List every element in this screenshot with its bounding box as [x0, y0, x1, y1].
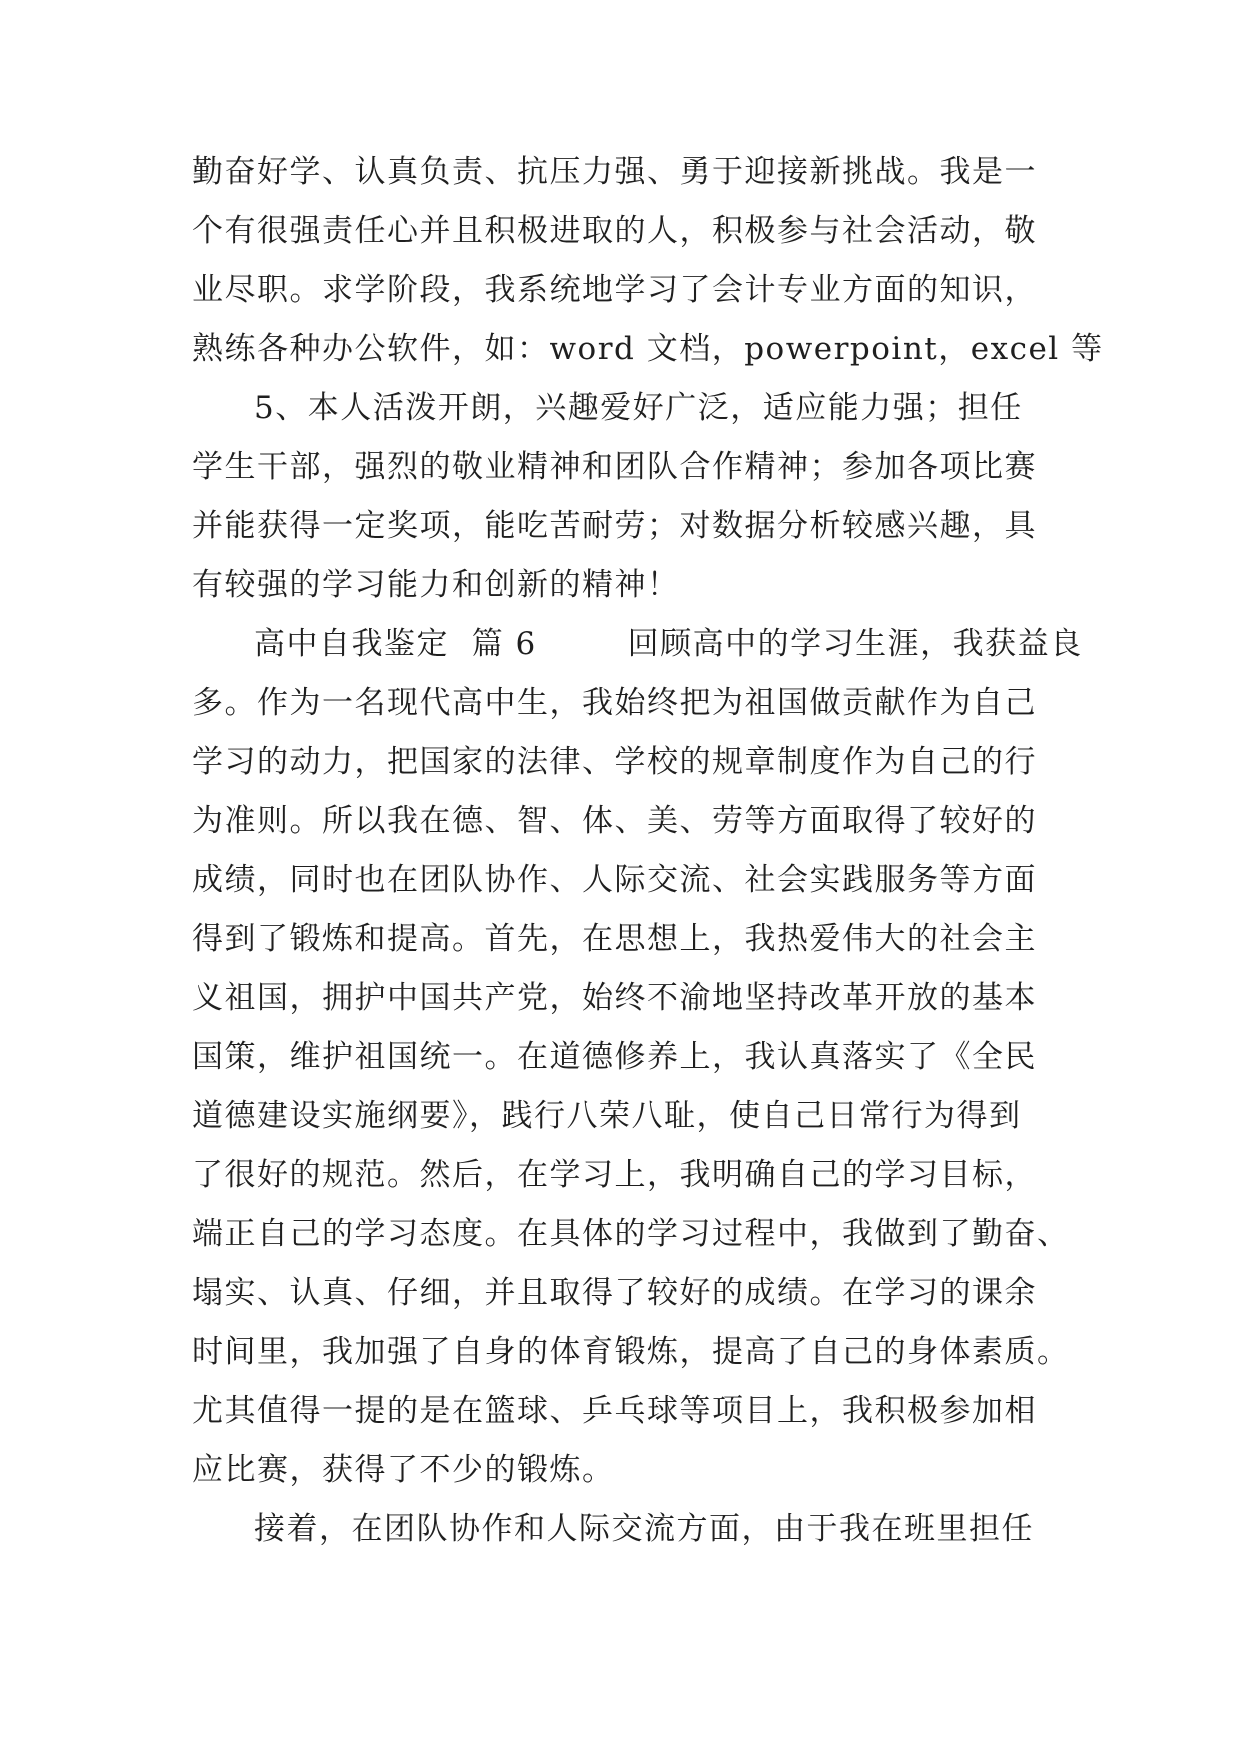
text-line: 了很好的规范。然后，在学习上，我明确自己的学习目标，: [192, 1157, 1037, 1193]
text-line: 业尽职。求学阶段，我系统地学习了会计专业方面的知识，: [192, 272, 1037, 308]
text-line: 5、本人活泼开朗，兴趣爱好广泛，适应能力强；担任: [254, 390, 1023, 426]
section-heading-line: 高中自我鉴定 篇 6 回顾高中的学习生涯，我获益良: [254, 626, 1083, 662]
text-line: 时间里，我加强了自身的体育锻炼，提高了自己的身体素质。: [192, 1334, 1070, 1370]
text-line: 有较强的学习能力和创新的精神！: [192, 567, 680, 603]
text-line: 国策，维护祖国统一。在道德修养上，我认真落实了《全民: [192, 1039, 1037, 1075]
text-line: 接着，在团队协作和人际交流方面，由于我在班里担任: [254, 1511, 1034, 1547]
text-line: 道德建设实施纲要》，践行八荣八耻，使自己日常行为得到: [192, 1098, 1022, 1134]
text-line: 应比赛，获得了不少的锻炼。: [192, 1452, 615, 1488]
text-line: 得到了锻炼和提高。首先，在思想上，我热爱伟大的社会主: [192, 921, 1037, 957]
text-line: 个有很强责任心并且积极进取的人，积极参与社会活动，敬: [192, 213, 1037, 249]
text-line: 塌实、认真、仔细，并且取得了较好的成绩。在学习的课余: [192, 1275, 1037, 1311]
text-line: 学生干部，强烈的敬业精神和团队合作精神；参加各项比赛: [192, 449, 1037, 485]
text-line: 为准则。所以我在德、智、体、美、劳等方面取得了较好的: [192, 803, 1037, 839]
text-line: 端正自己的学习态度。在具体的学习过程中，我做到了勤奋、: [192, 1216, 1070, 1252]
text-line: 并能获得一定奖项，能吃苦耐劳；对数据分析较感兴趣，具: [192, 508, 1037, 544]
text-line: 成绩，同时也在团队协作、人际交流、社会实践服务等方面: [192, 862, 1037, 898]
text-line: 熟练各种办公软件，如：word 文档，powerpoint，excel 等: [192, 331, 1104, 367]
text-line: 学习的动力，把国家的法律、学校的规章制度作为自己的行: [192, 744, 1037, 780]
text-line: 勤奋好学、认真负责、抗压力强、勇于迎接新挑战。我是一: [192, 154, 1037, 190]
text-line: 多。作为一名现代高中生，我始终把为祖国做贡献作为自己: [192, 685, 1037, 721]
text-line: 尤其值得一提的是在篮球、乒乓球等项目上，我积极参加相: [192, 1393, 1037, 1429]
text-line: 义祖国，拥护中国共产党，始终不渝地坚持改革开放的基本: [192, 980, 1037, 1016]
